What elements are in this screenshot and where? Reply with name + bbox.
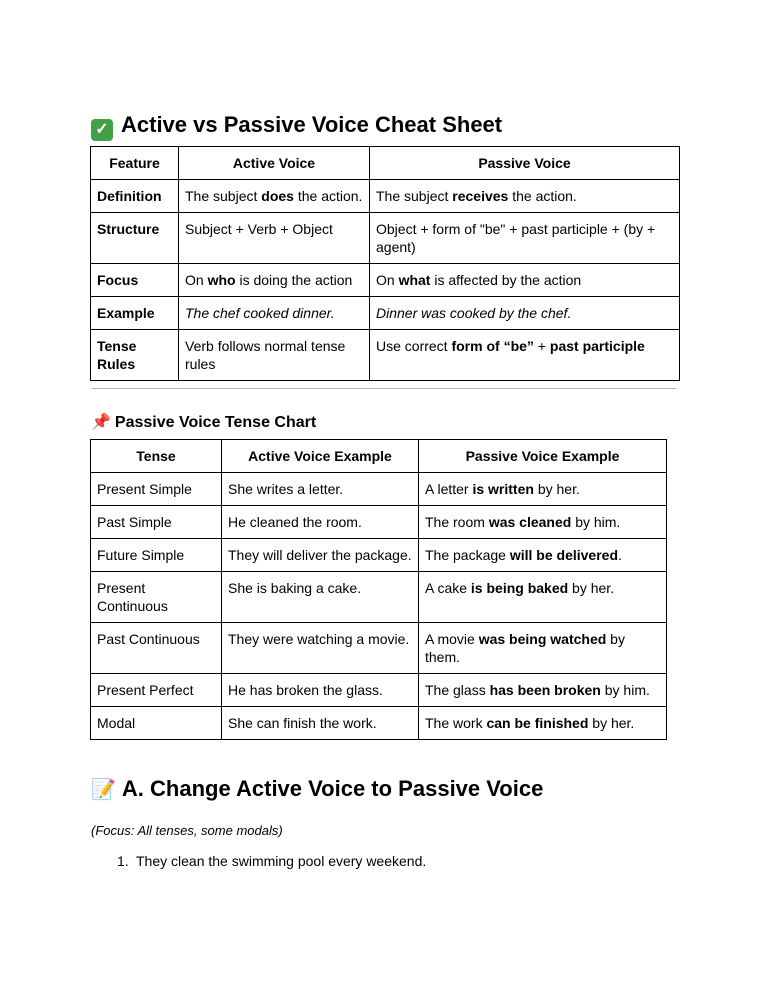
cell-definition-passive: The subject receives the action. <box>370 180 680 213</box>
exercise-list <box>117 852 426 870</box>
table-row <box>91 539 667 572</box>
cell-example-passive: Dinner was cooked by the chef. <box>370 297 680 330</box>
table-row <box>91 623 667 674</box>
table-header-row <box>91 440 667 473</box>
cell-tense-rules-passive: Use correct form of “be” + past participle <box>370 330 680 381</box>
active-example-cell: They will deliver the package. <box>222 539 419 572</box>
table-row <box>91 330 680 381</box>
table-row <box>91 506 667 539</box>
tense-chart-heading <box>91 412 316 434</box>
tense-cell: Past Simple <box>91 506 222 539</box>
passive-example-cell: The package will be delivered. <box>419 539 667 572</box>
passive-example-cell: A movie was being watched by them. <box>419 623 667 674</box>
horizontal-divider <box>92 388 676 389</box>
active-example-cell: She writes a letter. <box>222 473 419 506</box>
table-row <box>91 473 667 506</box>
cell-tense-rules-active: Verb follows normal tense rules <box>179 330 370 381</box>
passive-example-cell: The glass has been broken by him. <box>419 674 667 707</box>
list-item <box>117 852 426 870</box>
header-passive-voice: Passive Voice <box>370 147 680 180</box>
tense-cell: Present Continuous <box>91 572 222 623</box>
row-label-tense-rules: Tense Rules <box>91 330 179 381</box>
active-example-cell: He has broken the glass. <box>222 674 419 707</box>
table-row <box>91 180 680 213</box>
row-label-definition: Definition <box>91 180 179 213</box>
header-active-voice: Active Voice <box>179 147 370 180</box>
list-item-text: They clean the swimming pool every weekend. <box>136 853 427 869</box>
row-label-focus: Focus <box>91 264 179 297</box>
pushpin-icon: 📌 <box>91 414 111 431</box>
cell-example-active: The chef cooked dinner. <box>179 297 370 330</box>
check-mark-icon: ✓ <box>91 119 113 141</box>
table-row <box>91 264 680 297</box>
tense-cell: Modal <box>91 707 222 740</box>
cell-focus-passive: On what is affected by the action <box>370 264 680 297</box>
tense-cell: Past Continuous <box>91 623 222 674</box>
cheat-sheet-title: Active vs Passive Voice Cheat Sheet <box>121 112 503 137</box>
active-example-cell: He cleaned the room. <box>222 506 419 539</box>
table-row <box>91 213 680 264</box>
passive-example-cell: A letter is written by her. <box>419 473 667 506</box>
tense-cell: Future Simple <box>91 539 222 572</box>
cell-structure-passive: Object + form of "be" + past participle + (by + agent) <box>370 213 680 264</box>
active-example-cell: She is baking a cake. <box>222 572 419 623</box>
exercise-heading <box>91 774 543 805</box>
row-label-example: Example <box>91 297 179 330</box>
cheat-sheet-heading <box>91 110 502 141</box>
cheat-sheet-table <box>90 146 680 381</box>
memo-icon: 📝 <box>91 779 116 801</box>
table-row <box>91 674 667 707</box>
header-active-example: Active Voice Example <box>222 440 419 473</box>
table-row <box>91 297 680 330</box>
active-example-cell: They were watching a movie. <box>222 623 419 674</box>
active-example-cell: She can finish the work. <box>222 707 419 740</box>
table-header-row <box>91 147 680 180</box>
table-row <box>91 572 667 623</box>
tense-chart-title: Passive Voice Tense Chart <box>114 414 317 431</box>
passive-example-cell: The work can be finished by her. <box>419 707 667 740</box>
tense-chart-table <box>90 439 667 740</box>
header-feature: Feature <box>91 147 179 180</box>
passive-example-cell: A cake is being baked by her. <box>419 572 667 623</box>
cell-structure-active: Subject + Verb + Object <box>179 213 370 264</box>
table-row <box>91 707 667 740</box>
cell-focus-active: On who is doing the action <box>179 264 370 297</box>
cell-definition-active: The subject does the action. <box>179 180 370 213</box>
tense-cell: Present Simple <box>91 473 222 506</box>
list-item-number: 1. <box>117 853 129 869</box>
row-label-structure: Structure <box>91 213 179 264</box>
header-tense: Tense <box>91 440 222 473</box>
exercise-focus-note: (Focus: All tenses, some modals) <box>91 823 283 838</box>
passive-example-cell: The room was cleaned by him. <box>419 506 667 539</box>
header-passive-example: Passive Voice Example <box>419 440 667 473</box>
exercise-title: A. Change Active Voice to Passive Voice <box>121 776 544 801</box>
tense-cell: Present Perfect <box>91 674 222 707</box>
